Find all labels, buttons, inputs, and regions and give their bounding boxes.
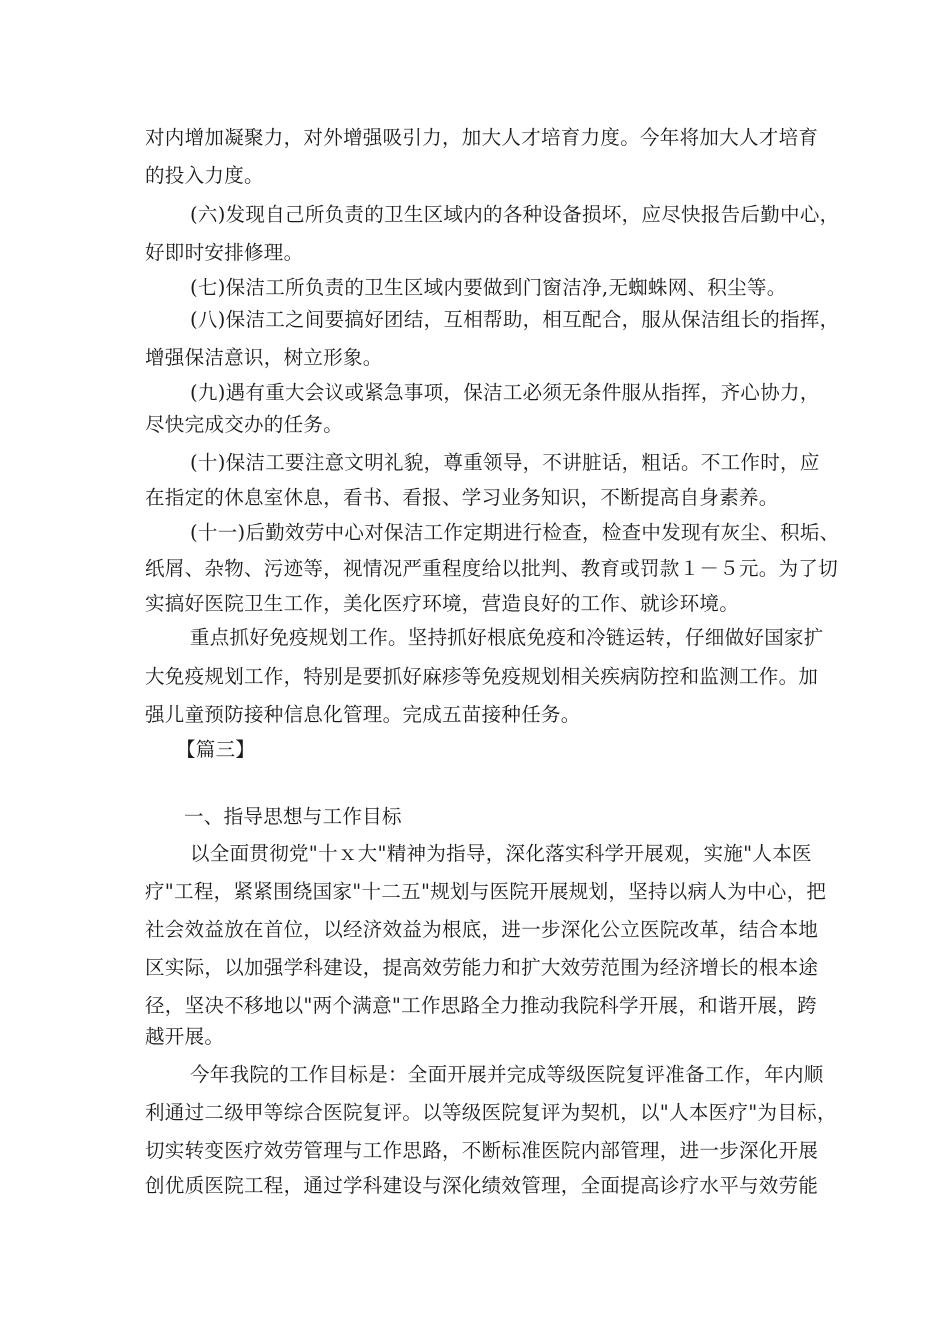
paragraph-line: 创优质医院工程，通过学科建设与深化绩效管理，全面提高诊疗水平与效劳能 bbox=[145, 1174, 819, 1197]
paragraph-line: (七)保洁工所负责的卫生区域内要做到门窗洁净,无蜘蛛网、积尘等。 bbox=[190, 276, 787, 299]
paragraph-line: 好即时安排修理。 bbox=[145, 241, 304, 264]
paragraph-line: 区实际，以加强学科建设，提高效劳能力和扩大效劳范围为经济增长的根本途 bbox=[145, 956, 819, 979]
paragraph-line: (六)发现自己所负责的卫生区域内的各种设备损坏，应尽快报告后勤中心， bbox=[190, 203, 840, 226]
paragraph-line: (十一)后勤效劳中心对保洁工作定期进行检查，检查中发现有灰尘、积垢、 bbox=[190, 521, 840, 544]
paragraph-line: 在指定的休息室休息，看书、看报、学习业务知识，不断提高自身素养。 bbox=[145, 486, 779, 509]
paragraph-line: 强儿童预防接种信息化管理。完成五苗接种任务。 bbox=[145, 703, 581, 726]
paragraph-line: (八)保洁工之间要搞好团结，互相帮助，相互配合，服从保洁组长的指挥， bbox=[190, 308, 840, 331]
paragraph-line: 今年我院的工作目标是：全面开展并完成等级医院复评准备工作，年内顺 bbox=[190, 1063, 824, 1086]
paragraph-line: 的投入力度。 bbox=[145, 164, 264, 187]
paragraph-line: 实搞好医院卫生工作，美化医疗环境，营造良好的工作、就诊环境。 bbox=[145, 592, 740, 615]
paragraph-line: 增强保洁意识，树立形象。 bbox=[145, 346, 383, 369]
paragraph-line: 利通过二级甲等综合医院复评。以等级医院复评为契机，以"人本医疗"为目标， bbox=[145, 1101, 837, 1124]
paragraph-line: 切实转变医疗效劳管理与工作思路，不断标准医院内部管理，进一步深化开展 bbox=[145, 1139, 819, 1162]
paragraph-line: 疗"工程，紧紧围绕国家"十二五"规划与医院开展规划，坚持以病人为中心，把 bbox=[145, 880, 827, 903]
paragraph-line: 社会效益放在首位，以经济效益为根底，进一步深化公立医院改革，结合本地 bbox=[145, 918, 819, 941]
paragraph-line: 大免疫规划工作，特别是要抓好麻疹等免疫规划相关疾病防控和监测工作。加 bbox=[145, 665, 819, 688]
paragraph-line: 尽快完成交办的任务。 bbox=[145, 413, 344, 436]
subsection-heading: 一、指导思想与工作目标 bbox=[184, 805, 402, 828]
paragraph-line: 以全面贯彻党"十ｘ大"精神为指导，深化落实科学开展观，实施"人本医 bbox=[190, 842, 812, 865]
paragraph-line: 径，坚决不移地以"两个满意"工作思路全力推动我院科学开展，和谐开展，跨 bbox=[145, 994, 817, 1017]
section-heading: 【篇三】 bbox=[176, 738, 256, 761]
paragraph-line: 对内增加凝聚力，对外增强吸引力，加大人才培育力度。今年将加大人才培育 bbox=[145, 126, 819, 149]
paragraph-line: 重点抓好免疫规划工作。坚持抓好根底免疫和冷链运转，仔细做好国家扩 bbox=[190, 626, 824, 649]
paragraph-line: 纸屑、杂物、污迹等，视情况严重程度给以批判、教育或罚款１－５元。为了切 bbox=[145, 557, 839, 580]
paragraph-line: 越开展。 bbox=[145, 1025, 225, 1048]
paragraph-line: (十)保洁工要注意文明礼貌，尊重领导，不讲脏话，粗话。不工作时，应 bbox=[190, 451, 820, 474]
paragraph-line: (九)遇有重大会议或紧急事项，保洁工必须无条件服从指挥，齐心协力， bbox=[190, 381, 820, 404]
